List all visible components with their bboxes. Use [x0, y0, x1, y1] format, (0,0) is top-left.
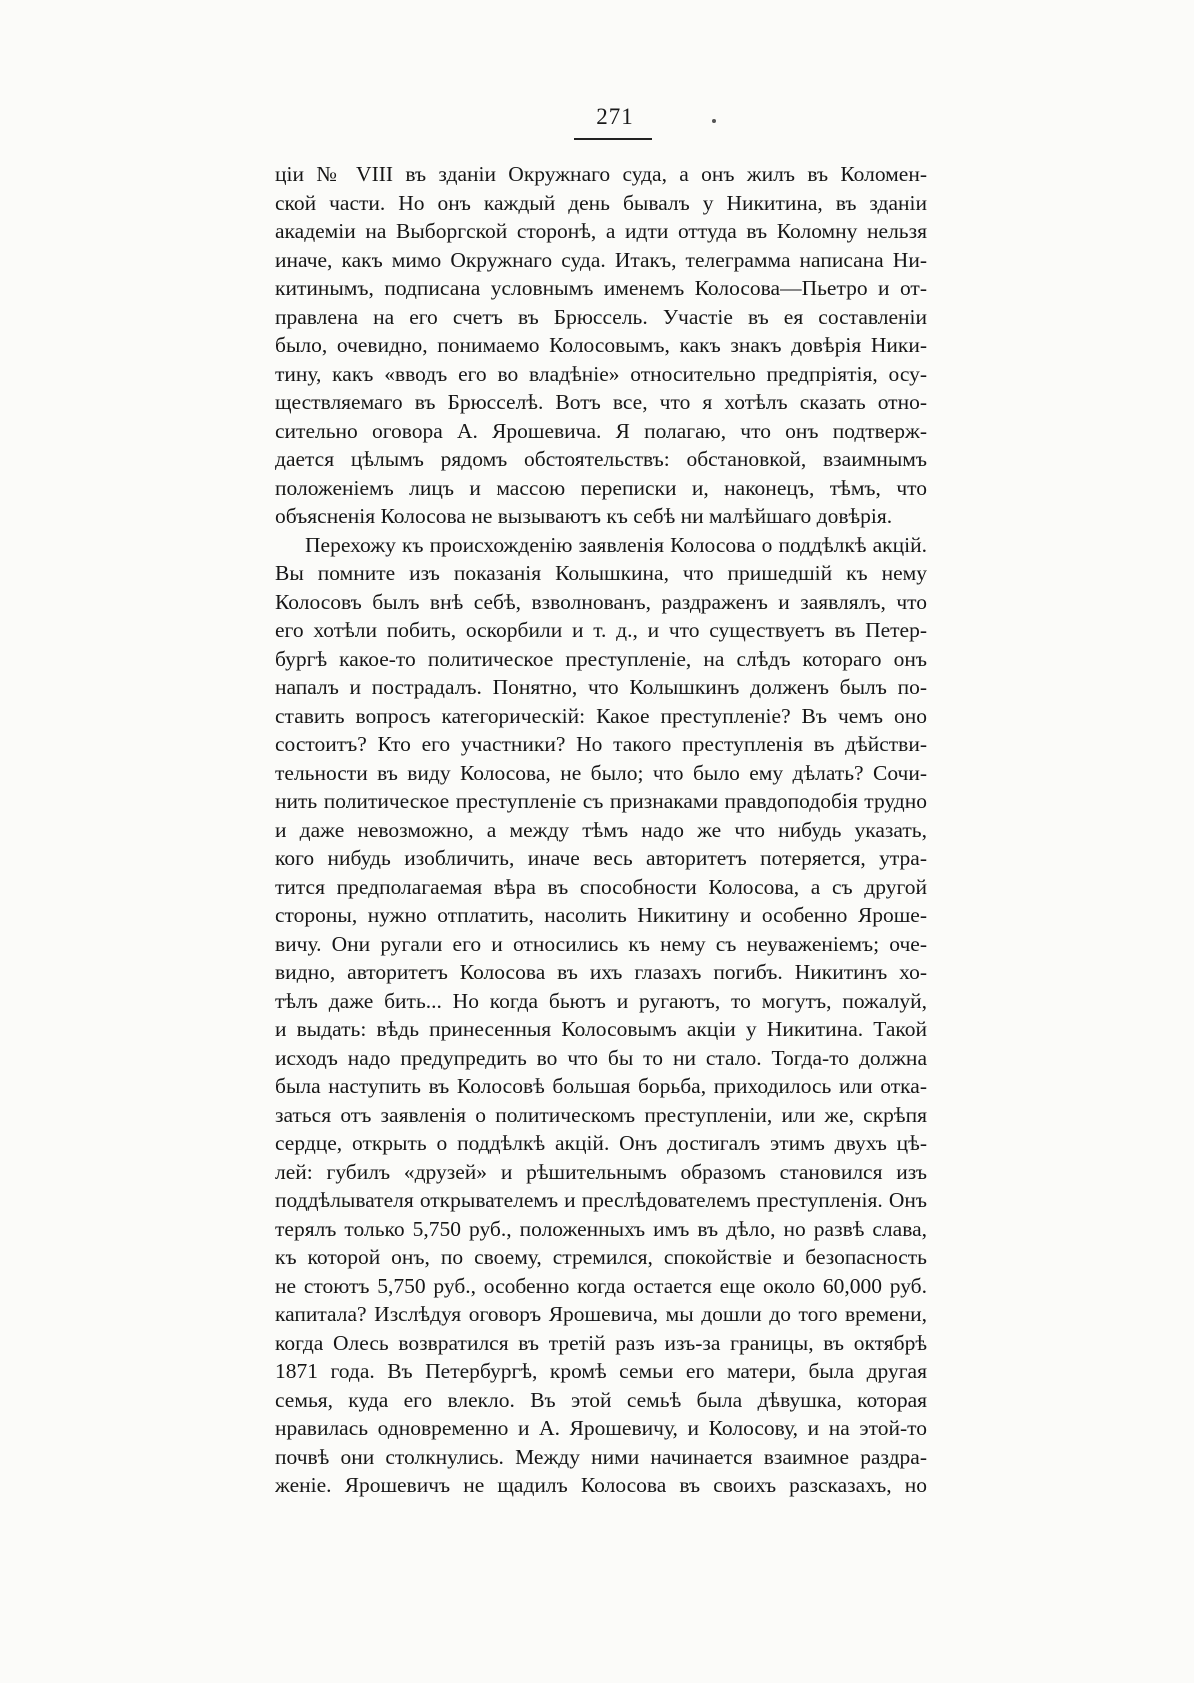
text-line: дается цѣлымъ рядомъ обстоятельствъ: обстановкой, взаимнымъ [275, 447, 927, 471]
text-line: поддѣлывателя открывателемъ и преслѣдователемъ преступленія. Онъ [275, 1188, 927, 1212]
text-line: заться отъ заявленія о политическомъ преступленіи, или же, скрѣпя [275, 1102, 927, 1127]
text-line: академіи на Выборгской сторонѣ, а идти оттуда въ Коломну нельзя [275, 219, 927, 243]
text-line: бургѣ какое-то политическое преступленіе, на слѣдъ котораго онъ [275, 646, 927, 671]
text-line: ществляемаго въ Брюсселѣ. Вотъ все, что я хотѣлъ сказать отно- [275, 390, 927, 414]
text-line: напалъ и пострадалъ. Понятно, что Колышкинъ долженъ былъ по- [275, 675, 927, 699]
text-line: Вы помните изъ показанія Колышкина, что пришедшій къ нему [275, 561, 927, 585]
text-line: было, очевидно, понимаемо Колосовымъ, какъ знакъ довѣрія Ники- [275, 333, 927, 357]
text-line: китинымъ, подписана условнымъ именемъ Колосова—Пьетро и от- [275, 276, 927, 300]
text-line: состоитъ? Кто его участники? Но такого преступленія въ дѣйстви- [275, 732, 927, 756]
text-line: тѣлъ даже бить... Но когда бьютъ и ругаютъ, то могутъ, пожалуй, [275, 988, 927, 1013]
text-line: терялъ только 5,750 руб., положенныхъ имъ въ дѣло, но развѣ слава, [275, 1216, 927, 1241]
text-line: лей: губилъ «друзей» и рѣшительнымъ образомъ становился изъ [275, 1159, 927, 1184]
text-line: кого нибудь изобличить, иначе весь авторитетъ потеряется, утра- [275, 846, 927, 870]
text-line: правлена на его счетъ въ Брюссель. Участіе въ ея составленіи [275, 304, 927, 329]
text-line: капитала? Изслѣдуя оговоръ Ярошевича, мы дошли до того времени, [275, 1302, 927, 1326]
page-number-rule [574, 138, 652, 140]
text-line: исходъ надо предупредить во что бы то ни стало. Тогда-то должна [275, 1045, 927, 1070]
text-line: сительно оговора А. Ярошевича. Я полагаю, что онъ подтверж- [275, 418, 927, 443]
text-line: видно, авторитетъ Колосова въ ихъ глазахъ погибъ. Никитинъ хо- [275, 960, 927, 984]
text-line: объясненія Колосова не вызываютъ къ себѣ ни малѣйшаго довѣрія. [275, 504, 893, 528]
text-line: была наступить въ Колосовѣ большая борьба, приходилось или отка- [275, 1074, 927, 1098]
text-line: сердце, открыть о поддѣлкѣ акцій. Онъ достигалъ этимъ двухъ цѣ- [275, 1131, 927, 1155]
text-line: его хотѣли побить, оскорбили и т. д., и что существуетъ въ Петер- [275, 618, 927, 642]
text-line: почвѣ они столкнулись. Между ними начинается взаимное раздра- [275, 1444, 927, 1469]
text-line: когда Олесь возвратился въ третій разъ изъ-за границы, въ октябрѣ [275, 1330, 927, 1355]
text-line: иначе, какъ мимо Окружнаго суда. Итакъ, телеграмма написана Ни- [275, 247, 927, 272]
text-line: Колосовъ былъ внѣ себѣ, взволнованъ, раздраженъ и заявлялъ, что [275, 589, 927, 614]
page-number: 271 [596, 104, 634, 129]
print-speck [712, 119, 716, 123]
text-line: семья, куда его влекло. Въ этой семьѣ была дѣвушка, которая [275, 1387, 927, 1412]
text-line: не стоютъ 5,750 руб., особенно когда остается еще около 60,000 руб. [275, 1273, 927, 1298]
text-line: ской части. Но онъ каждый день бывалъ у Никитина, въ зданіи [275, 190, 927, 215]
text-line: и даже невозможно, а между тѣмъ надо же что нибудь указать, [275, 817, 927, 842]
text-line: женіе. Ярошевичъ не щадилъ Колосова въ своихъ разсказахъ, но [275, 1473, 927, 1497]
text-line: тельности въ виду Колосова, не было; что было ему дѣлать? Сочи- [275, 760, 927, 785]
text-line: къ которой онъ, по своему, стремился, спокойствіе и безопасность [275, 1245, 927, 1269]
text-line: ціи № VIII въ зданіи Окружнаго суда, а онъ жилъ въ Коломен- [275, 162, 927, 186]
text-line: нить политическое преступленіе съ признаками правдоподобія трудно [275, 789, 927, 813]
text-line: положеніемъ лицъ и массою переписки и, наконецъ, тѣмъ, что [275, 475, 927, 500]
text-line: Перехожу къ происхожденію заявленія Колосова о поддѣлкѣ акцій. [305, 532, 927, 557]
text-line: нравилась одновременно и А. Ярошевичу, и Колосову, и на этой-то [275, 1416, 927, 1440]
text-line: 1871 года. Въ Петербургѣ, кромѣ семьи его матери, была другая [275, 1359, 927, 1383]
text-line: тится предполагаемая вѣра въ способности Колосова, а съ другой [275, 874, 927, 899]
text-line: и выдать: вѣдь принесенныя Колосовымъ акціи у Никитина. Такой [275, 1017, 927, 1041]
text-line: вичу. Они ругали его и относились къ нему съ неуваженіемъ; оче- [275, 931, 927, 956]
text-line: ставить вопросъ категорическій: Какое преступленіе? Въ чемъ оно [275, 703, 927, 728]
text-line: стороны, нужно отплатить, насолить Никитину и особенно Яроше- [275, 903, 927, 927]
text-line: тину, какъ «вводъ его во владѣніе» относительно предпріятія, осу- [275, 361, 927, 386]
body-text [275, 160, 927, 1500]
